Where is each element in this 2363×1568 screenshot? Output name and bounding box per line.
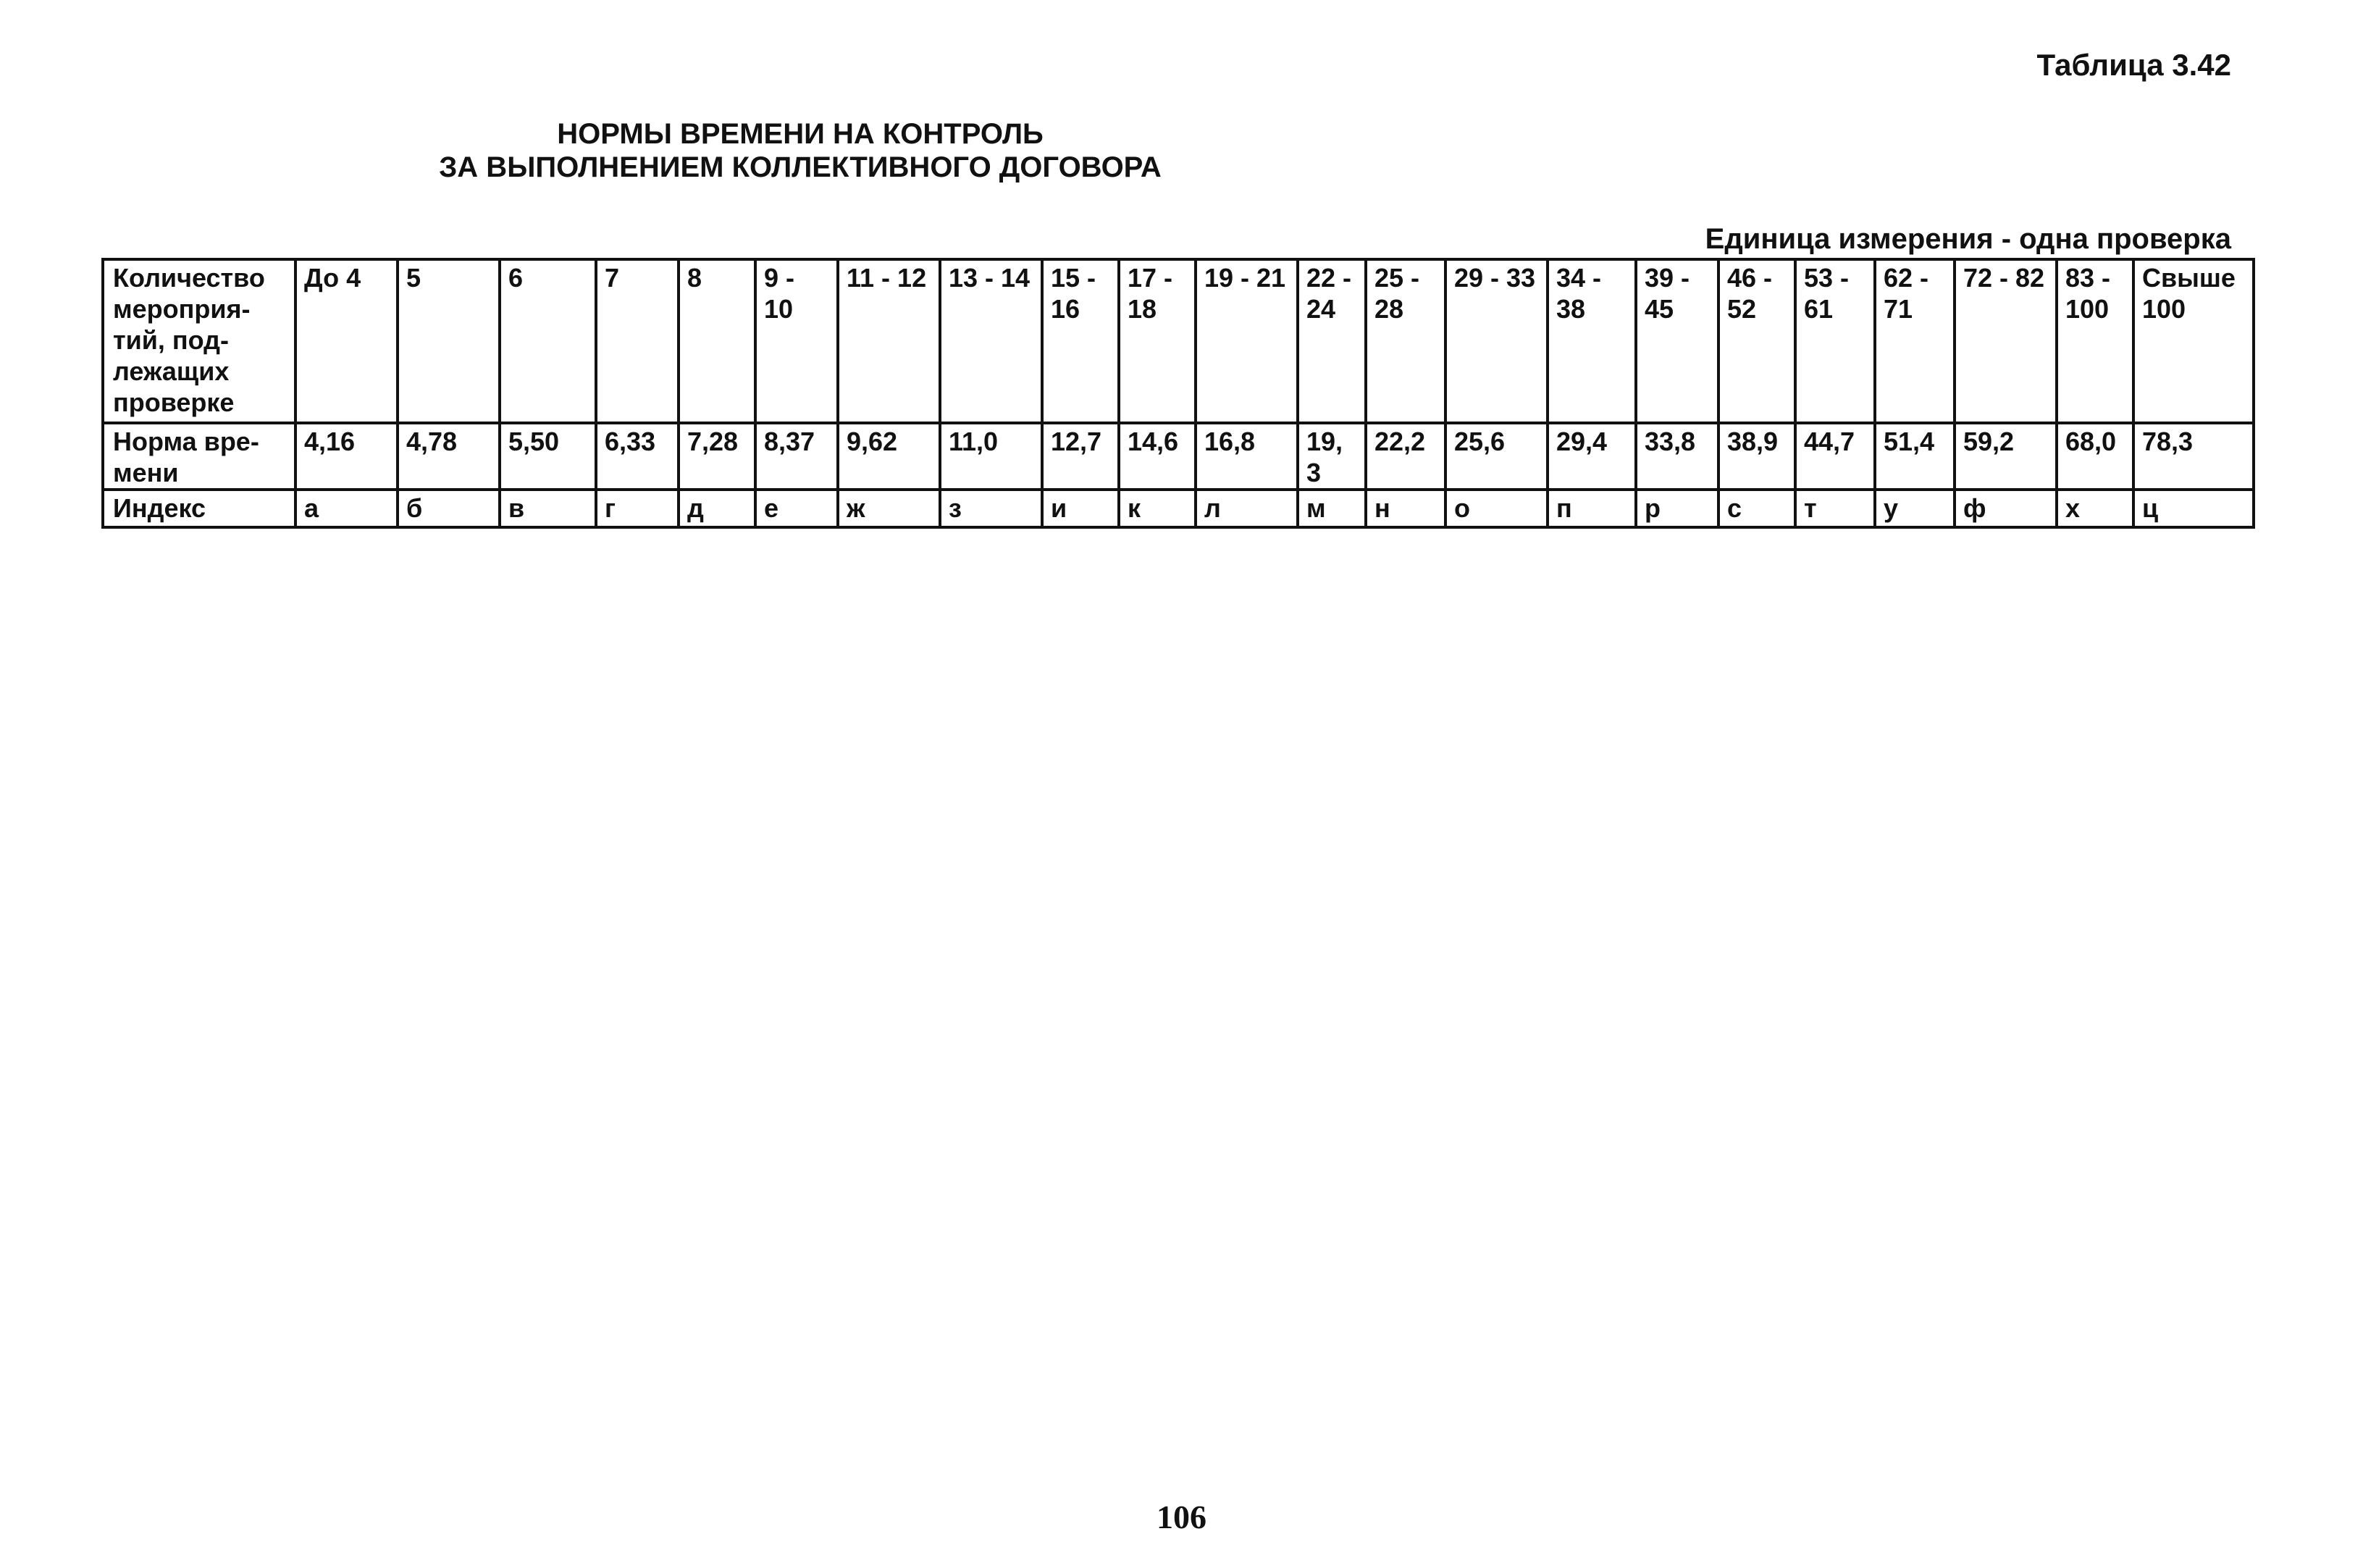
activity-count-row [103, 259, 2254, 423]
norm-cell: 14,6 [1119, 423, 1196, 490]
count-cell: 72 - 82 [1955, 259, 2057, 423]
index-cell: л [1196, 490, 1298, 527]
unit-of-measure-note: Единица измерения - одна проверка [1705, 223, 2231, 255]
norm-cell: 78,3 [2133, 423, 2254, 490]
index-cell: г [596, 490, 679, 527]
index-cell: и [1042, 490, 1119, 527]
count-cell: 8 [679, 259, 755, 423]
count-cell: 15 - 16 [1042, 259, 1119, 423]
norm-cell: 16,8 [1196, 423, 1298, 490]
count-cell: 19 - 21 [1196, 259, 1298, 423]
count-cell: Свыше 100 [2133, 259, 2254, 423]
count-cell: 11 - 12 [838, 259, 940, 423]
norm-cell: 19,3 [1298, 423, 1366, 490]
norm-cell: 51,4 [1875, 423, 1955, 490]
table-number-label: Таблица 3.42 [2036, 48, 2231, 82]
row-label-activity-count: Количество мероприя-тий, под-лежащих проверке [103, 259, 295, 423]
norm-cell: 7,28 [679, 423, 755, 490]
norm-cell: 59,2 [1955, 423, 2057, 490]
row-label-time-norm: Норма вре-мени [103, 423, 295, 490]
count-cell: 17 - 18 [1119, 259, 1196, 423]
count-cell: 62 - 71 [1875, 259, 1955, 423]
norm-cell: 6,33 [596, 423, 679, 490]
index-cell: з [940, 490, 1042, 527]
index-cell: к [1119, 490, 1196, 527]
index-cell: ф [1955, 490, 2057, 527]
count-cell: 34 - 38 [1548, 259, 1636, 423]
norm-cell: 29,4 [1548, 423, 1636, 490]
time-norm-row [103, 423, 2254, 490]
count-cell: 7 [596, 259, 679, 423]
index-cell: ц [2133, 490, 2254, 527]
index-cell: р [1636, 490, 1718, 527]
index-cell: о [1445, 490, 1548, 527]
index-cell: ж [838, 490, 940, 527]
count-cell: 9 - 10 [755, 259, 838, 423]
norm-cell: 11,0 [940, 423, 1042, 490]
index-cell: т [1795, 490, 1875, 527]
norm-cell: 44,7 [1795, 423, 1875, 490]
norm-cell: 38,9 [1718, 423, 1795, 490]
norm-cell: 4,78 [398, 423, 500, 490]
count-cell: До 4 [295, 259, 398, 423]
norm-cell: 68,0 [2057, 423, 2133, 490]
count-cell: 6 [500, 259, 596, 423]
index-row [103, 490, 2254, 527]
norm-cell: 33,8 [1636, 423, 1718, 490]
norm-cell: 5,50 [500, 423, 596, 490]
index-cell: в [500, 490, 596, 527]
index-cell: у [1875, 490, 1955, 527]
index-cell: н [1366, 490, 1445, 527]
norm-cell: 22,2 [1366, 423, 1445, 490]
count-cell: 53 - 61 [1795, 259, 1875, 423]
document-title-line-2: ЗА ВЫПОЛНЕНИЕМ КОЛЛЕКТИВНОГО ДОГОВОРА [439, 151, 1162, 183]
time-norms-table [101, 258, 2255, 529]
count-cell: 39 - 45 [1636, 259, 1718, 423]
row-label-index: Индекс [103, 490, 295, 527]
count-cell: 83 - 100 [2057, 259, 2133, 423]
index-cell: б [398, 490, 500, 527]
document-title-line-1: НОРМЫ ВРЕМЕНИ НА КОНТРОЛЬ [557, 118, 1044, 150]
page-number: 106 [1157, 1498, 1206, 1535]
count-cell: 22 - 24 [1298, 259, 1366, 423]
norm-cell: 12,7 [1042, 423, 1119, 490]
count-cell: 46 - 52 [1718, 259, 1795, 423]
index-cell: д [679, 490, 755, 527]
count-cell: 25 - 28 [1366, 259, 1445, 423]
index-cell: с [1718, 490, 1795, 527]
norm-cell: 4,16 [295, 423, 398, 490]
count-cell: 29 - 33 [1445, 259, 1548, 423]
norm-cell: 8,37 [755, 423, 838, 490]
count-cell: 13 - 14 [940, 259, 1042, 423]
norm-cell: 9,62 [838, 423, 940, 490]
index-cell: е [755, 490, 838, 527]
count-cell: 5 [398, 259, 500, 423]
index-cell: п [1548, 490, 1636, 527]
index-cell: х [2057, 490, 2133, 527]
norm-cell: 25,6 [1445, 423, 1548, 490]
index-cell: а [295, 490, 398, 527]
index-cell: м [1298, 490, 1366, 527]
